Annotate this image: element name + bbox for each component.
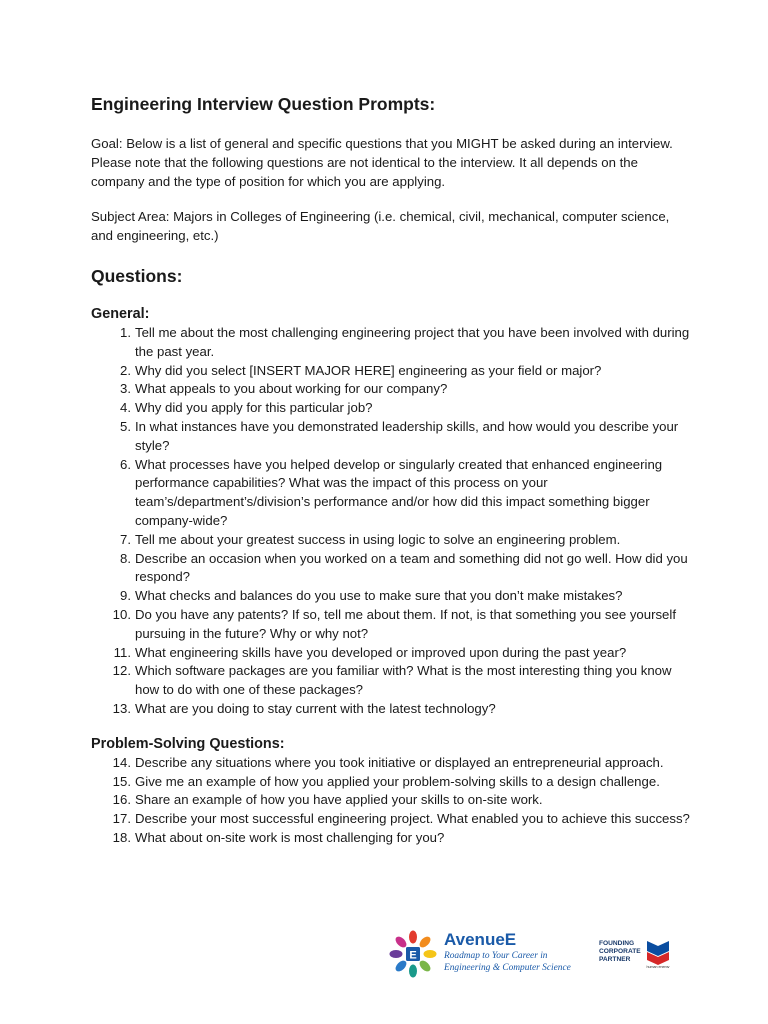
questions-heading: Questions: xyxy=(91,265,183,286)
question-number: 9. xyxy=(120,588,131,604)
question-number: 12. xyxy=(112,663,131,679)
petal-red xyxy=(409,931,417,944)
question-text: Which software packages are you familiar with? What is the most interesting thing you know how to do with one of these packages? xyxy=(135,663,672,698)
question-number: 18. xyxy=(112,829,131,845)
list-item xyxy=(91,362,691,381)
brand-letter: E xyxy=(409,949,417,962)
brand-tagline xyxy=(444,951,571,974)
petal-orange xyxy=(418,935,433,950)
question-number: 16. xyxy=(112,792,131,808)
question-text: In what instances have you demonstrated leadership skills, and how would you describe your style? xyxy=(135,418,679,453)
goal-text: Below is a list of general and specific questions that you MIGHT be asked during an interview. Please note that the following questions are not identical to the interview. It all depends on the company and the type of position for which you are applying. xyxy=(91,136,673,189)
tagline-line-2: Engineering & Computer Science xyxy=(444,962,571,973)
list-item xyxy=(91,791,691,810)
question-number: 13. xyxy=(112,700,131,716)
question-text: What appeals to you about working for our company? xyxy=(135,381,448,397)
partner-label xyxy=(599,940,641,965)
list-item xyxy=(91,456,691,531)
list-item xyxy=(91,399,691,418)
question-number: 1. xyxy=(120,324,131,340)
list-item xyxy=(91,810,691,829)
question-number: 11. xyxy=(113,644,131,660)
chevron-hallmark-icon xyxy=(643,938,673,968)
general-heading: General: xyxy=(91,305,150,322)
list-item xyxy=(91,754,691,773)
partner-line-3: PARTNER xyxy=(599,956,631,964)
question-text: Describe your most successful engineering project. What enabled you to achieve this success? xyxy=(135,811,690,827)
avenuee-flower-icon xyxy=(387,926,443,982)
tagline-line-1: Roadmap to Your Career in xyxy=(444,951,548,961)
petal-blue xyxy=(394,959,409,974)
problem-solving-question-list xyxy=(91,754,691,848)
question-text: Tell me about your greatest success in using logic to solve an engineering problem. xyxy=(135,531,621,547)
goal-paragraph xyxy=(91,135,691,191)
question-number: 17. xyxy=(112,811,131,827)
question-number: 2. xyxy=(120,362,131,378)
question-text: What processes have you helped develop or singularly created that enhanced engineering performance capabilities? What was the impact of this process on your team’s/department’s/division’s performance and/or how did this impact something bigger company-wide? xyxy=(135,456,663,528)
list-item xyxy=(91,418,691,456)
list-item xyxy=(91,587,691,606)
petal-purple xyxy=(390,950,403,958)
question-text: Share an example of how you have applied your skills to on-site work. xyxy=(135,792,543,808)
question-text: Describe any situations where you took initiative or displayed an entrepreneurial approach. xyxy=(135,754,664,770)
question-text: What about on-site work is most challenging for you? xyxy=(135,829,445,845)
question-number: 8. xyxy=(120,550,131,566)
question-number: 4. xyxy=(120,400,131,416)
list-item xyxy=(91,829,691,848)
question-text: Give me an example of how you applied your problem-solving skills to a design challenge. xyxy=(135,773,660,789)
list-item xyxy=(91,773,691,792)
list-item xyxy=(91,550,691,588)
question-text: Why did you select [INSERT MAJOR HERE] engineering as your field or major? xyxy=(135,362,602,378)
question-number: 6. xyxy=(120,456,131,472)
question-number: 10. xyxy=(112,606,131,622)
brand-name: AvenueE xyxy=(444,930,517,949)
list-item xyxy=(91,644,691,663)
petal-teal xyxy=(409,965,417,978)
petal-green xyxy=(418,959,433,974)
sponsor-tagline: human energy xyxy=(646,965,670,968)
partner-line-2: CORPORATE xyxy=(599,948,641,956)
question-text: What checks and balances do you use to make sure that you don’t make mistakes? xyxy=(135,588,623,604)
goal-label: Goal: xyxy=(91,136,123,151)
subject-area-paragraph: Subject Area: Majors in Colleges of Engineering (i.e. chemical, civil, mechanical, computer science, and engineering, etc.) xyxy=(91,209,670,244)
list-item xyxy=(91,700,691,719)
list-item xyxy=(91,324,691,362)
question-text: Why did you apply for this particular job? xyxy=(135,400,373,416)
question-text: What engineering skills have you developed or improved upon during the past year? xyxy=(135,644,627,660)
list-item xyxy=(91,662,691,700)
question-number: 14. xyxy=(112,754,131,770)
petal-magenta xyxy=(394,935,409,950)
list-item xyxy=(91,531,691,550)
problem-solving-heading: Problem-Solving Questions: xyxy=(91,735,285,752)
list-item xyxy=(91,606,691,644)
list-item xyxy=(91,380,691,399)
question-number: 7. xyxy=(120,531,131,547)
question-text: Tell me about the most challenging engineering project that you have been involved with during the past year. xyxy=(135,324,690,359)
question-number: 15. xyxy=(112,773,131,789)
petal-yellow xyxy=(424,950,437,958)
question-text: Do you have any patents? If so, tell me about them. If not, is that something you see yourself pursuing in the future? Why or why not? xyxy=(135,606,676,641)
partner-line-1: FOUNDING xyxy=(599,940,635,947)
question-number: 5. xyxy=(120,418,131,434)
document-page xyxy=(91,92,691,848)
general-question-list xyxy=(91,324,691,719)
footer-branding xyxy=(387,926,677,982)
question-text: What are you doing to stay current with the latest technology? xyxy=(135,700,496,716)
document-title: Engineering Interview Question Prompts: xyxy=(91,94,436,114)
question-number: 3. xyxy=(120,381,131,397)
question-text: Describe an occasion when you worked on a team and something did not go well. How did you respond? xyxy=(135,550,688,585)
